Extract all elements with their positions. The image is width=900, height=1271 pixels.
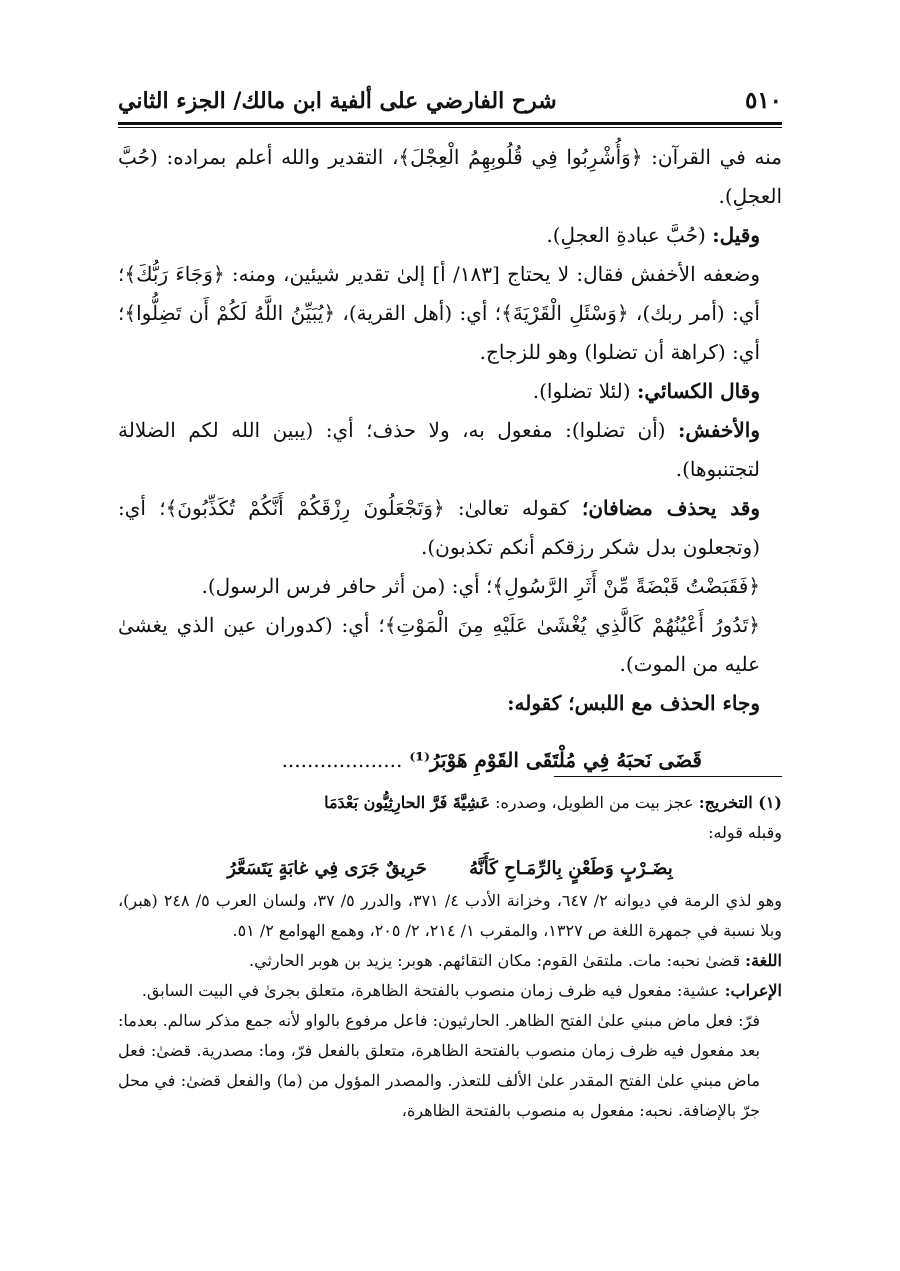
footnote: وهو لذي الرمة في ديوانه ٢/ ٦٤٧، وخزانة الأدب ٤/ ٣٧١، والدرر ٥/ ٣٧، ولسان العرب ٥/ ٢٤٨ (هبر)، وبلا نسبة في جمهرة اللغة ص ١٣٢٧، والمقرب ١/ ٢١٤، ٢/ ٢٠٥، وهمع الهوامع ٢/ ٥١.	[118, 891, 782, 940]
paragraph-lead: وقد يحذف مضافان؛	[581, 496, 760, 520]
footnote	[118, 976, 782, 1006]
paragraph-lead: وقال الكسائي:	[636, 379, 760, 403]
paragraph	[118, 489, 782, 567]
paragraph-lead: وقيل:	[712, 223, 760, 247]
paragraph: وضعفه الأخفش فقال: لا يحتاج [١٨٣/ أ] إلىٰ تقدير شيئين، ومنه: ﴿وَجَاءَ رَبُّكَ﴾؛ أي: (أمر ربك)، ﴿وَسْئَلِ الْقَرْيَةَ﴾؛ أي: (أهل القرية)، ﴿يُبَيِّنُ اللَّهُ لَكُمْ أَن تَضِلُّوا﴾؛ أي: (كراهة أن تضلوا) وهو للزجاج.	[118, 262, 761, 364]
verse-dots: ...................	[281, 748, 403, 772]
paragraph-text: كقوله تعالىٰ: ﴿وَتَجْعَلُونَ رِزْقَكُمْ أَنَّكُمْ تُكَذِّبُونَ﴾؛ أي: (وتجعلون بدل شكر رزقكم أنكم تكذبون).	[118, 496, 760, 559]
verse-text: قَضَى نَحبَهُ فِي مُلْتَقَى القَوْمِ هَوْبَرُ⁽¹⁾	[409, 748, 702, 772]
paragraph-text: (لئلا تضلوا).	[532, 379, 637, 403]
paragraph	[118, 372, 782, 411]
quran-quote: ﴿تَدُورُ أَعْيُنُهُمْ كَالَّذِي يُغْشَىٰ عَلَيْهِ مِنَ الْمَوْتِ﴾؛ أي: (كدوران عين الذي يغشىٰ عليه من الموت).	[118, 613, 760, 676]
paragraph-text: (أن تضلوا): مفعول به، ولا حذف؛ أي: (يبين الله لكم الضلالة لتجتنبوها).	[118, 418, 760, 481]
footnote-sadr: عَشِيَّةَ فَرَّ الحارِثِيُّون بَعْدَمَا	[324, 793, 491, 812]
footnote: فرّ: فعل ماض مبني علىٰ الفتح الظاهر. الحارثيون: فاعل مرفوع بالواو لأنه جمع مذكر سالم. بعدما: بعد مفعول فيه ظرف زمان منصوب بالفتحة الظاهرة، متعلق بالفعل فرّ، وما: مصدرية. قضىٰ: فعل ماض مبني علىٰ الفتح المقدر علىٰ الألف للتعذر. والمصدر المؤول من (ما) والفعل قضىٰ: في محل جرّ بالإضافة. نحبه: مفعول به منصوب بالفتحة الظاهرة،	[118, 1011, 760, 1120]
quran-quote: ﴿فَقَبَضْتُ قَبْضَةً مِّنْ أَثَرِ الرَّسُولِ﴾؛ أي: (من أثر حافر فرس الرسول).	[201, 574, 760, 598]
verse-hemistich-1: بِضَـرْبٍ وَطَعْنٍ بِالرِّمَـاحِ كَأَنَّهُ	[469, 858, 673, 879]
main-text	[118, 138, 782, 780]
footnote	[118, 788, 782, 818]
footnotes	[118, 788, 782, 1126]
header-rule	[118, 122, 782, 125]
footnote-verse	[118, 854, 782, 884]
paragraph: منه في القرآن: ﴿وَأُشْرِبُوا فِي قُلُوبِهِمُ الْعِجْلَ﴾، التقدير والله أعلم بمراده: (حُبَّ العجلِ).	[118, 145, 782, 208]
footnote-text: عشية: مفعول فيه ظرف زمان منصوب بالفتحة الظاهرة، متعلق بجرىٰ في البيت السابق.	[141, 981, 725, 1000]
paragraph	[118, 216, 782, 255]
footnote-lead: اللغة:	[745, 951, 782, 970]
paragraph-text: (حُبَّ عبادةِ العجلِ).	[546, 223, 713, 247]
footnote-text: عجز بيت من الطويل، وصدره:	[490, 793, 699, 812]
paragraph: وجاء الحذف مع اللبس؛ كقوله:	[507, 691, 760, 715]
paragraph	[118, 411, 782, 489]
footnote-text: قضىٰ نحبه: مات. ملتقىٰ القوم: مكان التقائهم. هوبر: يزيد بن هوبر الحارثي.	[249, 951, 746, 970]
verse-hemistich-2: حَرِيقٌ جَرَى فِي غابَةٍ يَتَسَعَّرُ	[227, 858, 427, 879]
poetry-verse	[118, 741, 782, 780]
footnote	[118, 946, 782, 976]
footnote: وقبله قوله:	[708, 823, 782, 842]
footnote-lead: (١) التخريج:	[698, 793, 782, 812]
page-header	[118, 70, 782, 114]
running-title: شرح الفارضي على ألفية ابن مالك/ الجزء الثاني	[118, 88, 557, 114]
page-number: ٥١٠	[744, 87, 782, 114]
header-rule-thin	[118, 127, 782, 128]
footnote-rule	[554, 776, 782, 777]
footnote-lead: الإعراب:	[724, 981, 782, 1000]
paragraph-lead: والأخفش:	[678, 418, 760, 442]
